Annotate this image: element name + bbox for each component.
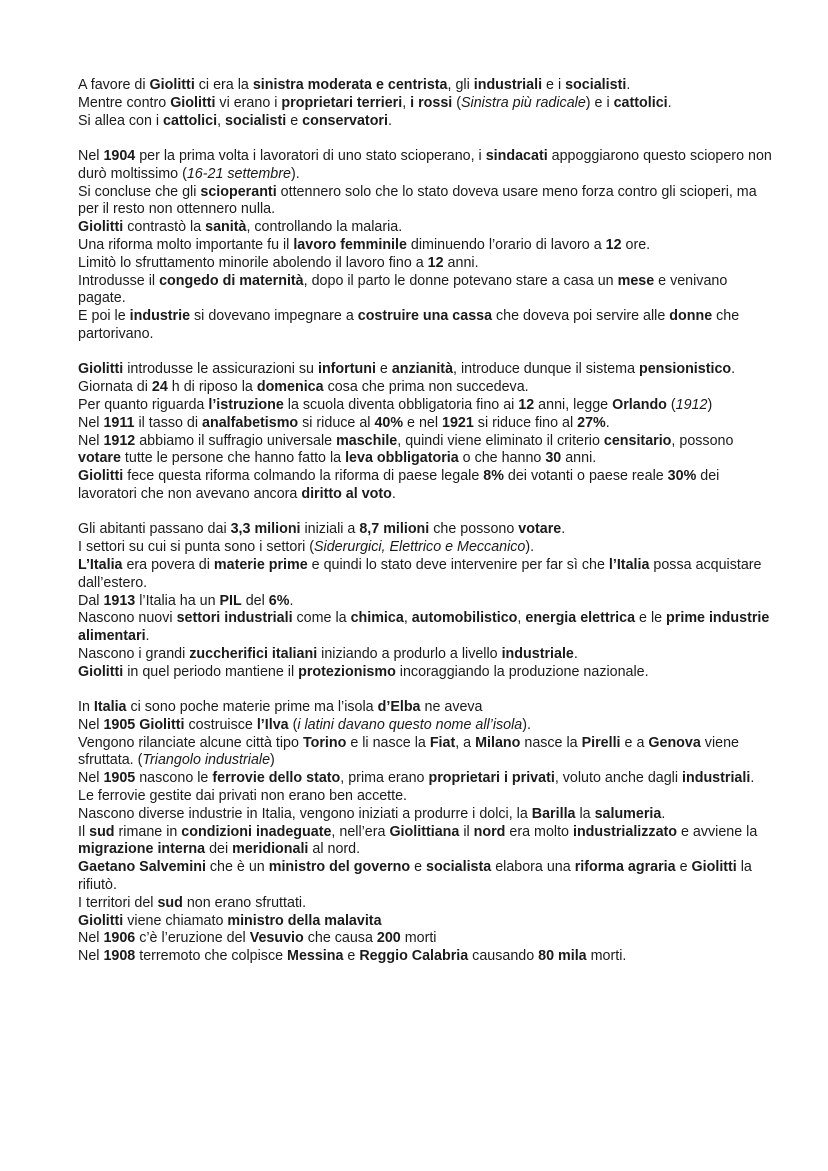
text-run: e quindi lo stato deve intervenire per far sì che [307,556,609,573]
text-run: dei [205,841,233,858]
bold-text: 1908 [103,948,136,965]
bold-text: 1913 [103,592,136,609]
text-line [78,273,778,309]
bold-text: sindacati [485,147,548,164]
text-run: ). [522,716,531,733]
bold-text: Milano [475,734,521,751]
text-run: ci sono poche materie prime ma l’isola [126,699,378,716]
text-run: cosa che prima non succedeva. [323,379,529,396]
text-run: o che hanno [458,450,546,467]
bold-text: i rossi [410,94,453,111]
bold-text: automobilistico [411,610,518,627]
bold-text: cattolici [163,112,218,129]
text-run: ). [290,165,300,182]
bold-text: 12 [427,254,444,271]
bold-text: votare [78,450,121,467]
bold-text: industriali [682,770,751,787]
text-run: fece questa riforma colmando la riforma di paese legale [123,468,484,485]
text-run: l’Italia ha un [135,592,220,609]
bold-text: l’Italia [608,556,650,573]
text-run: diminuendo l’orario di lavoro a [406,236,606,253]
text-run: Nel [78,147,104,164]
text-run: . [661,805,666,822]
text-run: , [403,610,412,627]
bold-text: industrializzato [572,823,678,840]
bold-text: 200 [376,930,401,947]
bold-text: proprietari i privati [428,770,555,787]
text-run: e li nasce la [346,734,430,751]
text-run: che doveva poi servire alle [492,308,670,325]
text-line [78,806,778,824]
bold-text: Giolittiana [389,823,460,840]
text-line [78,219,778,237]
text-run: del [241,592,269,609]
text-run: ( [452,94,462,111]
text-run: Nel [78,948,104,965]
bold-text: 6% [268,592,290,609]
paragraph [78,699,778,966]
text-run: vi erano i [215,94,282,111]
text-line [78,646,778,664]
bold-text: 1921 [442,414,474,431]
text-run: iniziali a [300,521,360,538]
bold-text: PIL [219,592,242,609]
bold-text: meridionali [232,841,309,858]
text-run: iniziando a produrlo a livello [317,645,502,662]
text-line [78,95,778,113]
text-run: che è un [205,859,269,876]
text-run: Le ferrovie gestite dai privati non erano ben accette. [78,788,408,805]
bold-text: ministro del governo [268,859,411,876]
text-run: incoraggiando la produzione nazionale. [395,663,649,680]
bold-text: Giolitti [78,361,124,378]
text-run: viene chiamato [123,912,228,929]
italic-text: 16-21 settembre [186,165,291,182]
bold-text: 1906 [103,930,136,947]
text-line [78,379,778,397]
text-run: la rifiutò. [78,859,752,894]
text-run: e venivano pagate. [78,272,728,307]
text-run: Nel [78,930,104,947]
text-run: Nascono i grandi [78,645,190,662]
text-run: Il [78,823,90,840]
bold-text: industrie [129,308,191,325]
text-line [78,521,778,539]
bold-text: pensionistico [639,361,732,378]
text-run: ( [288,716,298,733]
bold-text: socialisti [225,112,287,129]
text-line [78,824,778,860]
text-run: h di riposo la [167,379,257,396]
text-run: il tasso di [134,414,203,431]
bold-text: materie prime [213,556,308,573]
bold-text: riforma agraria [574,859,676,876]
bold-text: censitario [603,432,672,449]
text-run: dei votanti o paese reale [503,468,668,485]
bold-text: Genova [648,734,701,751]
bold-text: migrazione interna [78,841,206,858]
text-line [78,913,778,931]
text-run: Vengono rilanciate alcune città tipo [78,734,303,751]
text-run: contrastò la [123,219,206,236]
text-run: Nascono diverse industrie in Italia, vengono iniziati a produrre i dolci, la [78,805,532,822]
bold-text: Messina [287,948,344,965]
bold-text: industriali [473,77,543,93]
text-run: morti. [586,948,627,965]
bold-text: 27% [577,414,606,431]
bold-text: industriale [501,645,574,662]
text-run: e le [635,610,667,627]
text-run: si dovevano impegnare a [190,308,358,325]
text-run: appoggiarono questo sciopero non durò moltissimo ( [78,147,772,182]
bold-text: Vesuvio [249,930,304,947]
text-run: . [605,414,610,431]
text-line [78,184,778,220]
bold-text: Giolitti [78,663,124,680]
bold-text: 1904 [103,147,136,164]
bold-text: diritto al voto [301,485,392,502]
text-run: in quel periodo mantiene il [123,663,299,680]
text-run: Per quanto riguarda [78,396,209,413]
text-run: Mentre contro [78,94,171,111]
bold-text: Barilla [531,805,576,822]
bold-text: 1905 [103,770,136,787]
text-run: abbiamo il suffragio universale [135,432,337,449]
bold-text: socialisti [565,77,627,93]
text-run: che possono [429,521,519,538]
bold-text: Reggio Calabria [359,948,469,965]
text-line [78,539,778,557]
text-run: nasce la [520,734,582,751]
text-run: . [289,592,294,609]
text-run: introdusse le assicurazioni su [123,361,318,378]
italic-text: Triangolo industriale [142,752,271,769]
text-run: Nel [78,432,104,449]
text-run: E poi le [78,308,130,325]
text-line [78,77,778,95]
bold-text: maschile [336,432,398,449]
bold-text: Giolitti [78,219,124,236]
text-run: dei lavoratori che non avevano ancora [78,468,720,502]
text-run: rimane in [114,823,182,840]
text-run: , quindi viene eliminato il criterio [397,432,604,449]
text-line [78,788,778,806]
bold-text: Giolitti [149,77,195,93]
text-line [78,859,778,895]
text-run: possa acquistare dall’estero. [78,556,762,591]
bold-text: 12 [605,236,622,253]
text-run: . [391,485,396,502]
paragraph [78,148,778,344]
text-run: e i [542,77,566,93]
bold-text: infortuni [317,361,376,378]
text-line [78,468,778,504]
paragraph [78,77,778,130]
text-run: Dal [78,592,104,609]
text-line [78,557,778,593]
text-run: al nord. [308,841,361,858]
text-run: . [667,94,672,111]
text-run: Una riforma molto importante fu il [78,236,294,253]
text-run: e [410,859,427,876]
text-run: , prima erano [340,770,429,787]
text-run: ci era la [194,77,253,93]
bold-text: Gaetano Salvemini [78,859,206,876]
text-run: ore. [621,236,651,253]
text-run: . [145,628,150,645]
text-run: ( [666,396,676,413]
text-run: morti [400,930,437,947]
bold-text: Giolitti [78,912,124,929]
text-run: il [459,823,474,840]
bold-text: ministro della malavita [227,912,382,929]
text-run: Si allea con i [78,112,164,129]
text-line [78,308,778,344]
text-run: che partorivano. [78,308,740,342]
text-line [78,930,778,948]
bold-text: 30 [545,450,562,467]
bold-text: 1912 [103,432,136,449]
text-run: . [561,521,566,538]
text-run: tutte le persone che hanno fatto la [120,450,346,467]
text-run: la scuola diventa obbligatoria fino ai [283,396,519,413]
bold-text: sud [89,823,115,840]
bold-text: 12 [518,396,535,413]
document-page [78,77,778,984]
text-run: e nel [403,414,443,431]
bold-text: nord [473,823,506,840]
text-run: Nascono nuovi [78,610,177,627]
bold-text: settori industriali [176,610,293,627]
bold-text: ferrovie dello stato [212,770,341,787]
text-run: era povera di [122,556,214,573]
text-line [78,255,778,273]
text-run: Introdusse il [78,272,160,289]
bold-text: Giolitti [170,94,216,111]
bold-text: leva obbligatoria [345,450,459,467]
text-line [78,699,778,717]
text-run: Gli abitanti passano dai [78,521,231,538]
text-line [78,113,778,131]
bold-text: conservatori [302,112,388,129]
text-run: e [375,361,392,378]
bold-text: Orlando [612,396,667,413]
text-run: nascono le [135,770,213,787]
text-run: . [626,77,631,93]
bold-text: socialista [426,859,492,876]
text-run: ) e i [585,94,614,111]
paragraph [78,521,778,681]
text-line [78,415,778,433]
italic-text: Siderurgici, Elettrico e Meccanico [314,539,526,556]
bold-text: proprietari terrieri [281,94,403,111]
text-line [78,717,778,735]
text-run: . [750,770,755,787]
text-run: ne aveva [420,699,483,716]
bold-text: Giolitti [691,859,737,876]
text-run: Nel [78,414,104,431]
bold-text: donne [669,308,713,325]
text-line [78,770,778,788]
text-line [78,610,778,646]
text-run: causando [468,948,539,965]
text-run: Limitò lo sfruttamento minorile abolendo il lavoro fino a [78,254,428,271]
text-run: come la [292,610,351,627]
text-line [78,593,778,611]
text-run: , controllando la malaria. [246,219,403,236]
text-run: era molto [505,823,573,840]
italic-text: 1912 [675,396,708,413]
bold-text: energia elettrica [525,610,636,627]
bold-text: l’Ilva [256,716,289,733]
bold-text: scioperanti [200,183,277,200]
bold-text: salumeria [594,805,662,822]
text-run: e [286,112,303,129]
bold-text: Giolitti [139,716,185,733]
bold-text: costruire una cassa [357,308,493,325]
text-run: , a [455,734,476,751]
text-run: ) [707,396,713,413]
bold-text: analfabetismo [202,414,299,431]
text-run: per la prima volta i lavoratori di uno stato scioperano, i [135,147,486,164]
text-line [78,148,778,184]
bold-text: anzianità [391,361,454,378]
text-run: , nell’era [331,823,390,840]
text-run: . [731,361,736,378]
bold-text: 40% [374,414,404,431]
text-run: . [573,645,578,662]
bold-text: 30% [667,468,697,485]
bold-text: l’istruzione [208,396,284,413]
bold-text: prime industrie alimentari [78,610,770,645]
bold-text: d’Elba [377,699,421,716]
bold-text: lavoro femminile [293,236,407,253]
text-run: anni. [561,450,597,467]
text-run: In [78,699,94,716]
bold-text: Giolitti [78,468,124,485]
bold-text: 80 mila [538,948,587,965]
text-run: Giornata di [78,379,152,396]
bold-text: 24 [151,379,168,396]
bold-text: votare [518,521,562,538]
text-line [78,433,778,469]
bold-text: sanità [205,219,247,236]
text-run: non erano sfruttati. [182,894,307,911]
bold-text: 8,7 milioni [359,521,430,538]
text-run: I settori su cui si punta sono i settori ( [78,539,315,556]
text-run: si riduce al [298,414,375,431]
text-run: . [387,112,392,129]
bold-text: Pirelli [581,734,621,751]
bold-text: domenica [256,379,324,396]
text-run: I territori del [78,894,158,911]
bold-text: 8% [483,468,504,485]
bold-text: mese [617,272,655,289]
text-line [78,664,778,682]
bold-text: Fiat [429,734,456,751]
text-run: che causa [303,930,377,947]
text-run: si riduce fino al [473,414,578,431]
text-run: terremoto che colpisce [135,948,288,965]
bold-text: Italia [93,699,127,716]
text-run: ) [270,752,275,769]
bold-text: cattolici [613,94,668,111]
bold-text: condizioni inadeguate [181,823,332,840]
italic-text: Sinistra più radicale [461,94,586,111]
text-run: Si concluse che gli [78,183,201,200]
text-run: , introduce dunque il sistema [453,361,639,378]
text-run: elabora una [491,859,575,876]
text-run: , voluto anche dagli [554,770,682,787]
bold-text: protezionismo [298,663,396,680]
text-run: costruisce [184,716,257,733]
text-run: e a [620,734,649,751]
text-run: viene sfruttata. ( [78,734,739,769]
text-line [78,237,778,255]
bold-text: congedo di maternità [159,272,304,289]
bold-text: chimica [350,610,404,627]
text-run: la [575,805,595,822]
text-run: , dopo il parto le donne potevano stare a casa un [303,272,618,289]
bold-text: zuccherifici italiani [189,645,318,662]
bold-text: 3,3 milioni [230,521,301,538]
text-run: c’è l’eruzione del [135,930,250,947]
text-run: e [343,948,360,965]
text-run: A favore di [78,77,150,93]
bold-text: Torino [302,734,347,751]
bold-text: sinistra moderata e centrista [252,77,448,93]
text-line [78,735,778,771]
text-run: e avviene la [677,823,758,840]
text-run: , [517,610,526,627]
text-run: , [402,94,411,111]
text-line [78,948,778,966]
text-run: , gli [447,77,474,93]
bold-text: 1911 [103,414,135,431]
text-run: Nel [78,770,104,787]
paragraph [78,361,778,503]
text-run: ottennero solo che lo stato doveva usare meno forza contro gli scioperi, ma per il resto non ottennero nulla. [78,183,757,218]
text-line [78,361,778,379]
text-run: , possono [671,432,734,449]
text-line [78,895,778,913]
bold-text: 1905 [103,716,136,733]
text-run: Nel [78,716,104,733]
text-run: e [675,859,692,876]
bold-text: sud [157,894,183,911]
text-run: , [217,112,226,129]
text-run: anni. [443,254,479,271]
text-run: ). [525,539,535,556]
text-run: anni, legge [534,396,613,413]
bold-text: L’Italia [78,556,123,573]
text-line [78,397,778,415]
italic-text: i latini davano questo nome all’isola [297,716,523,733]
